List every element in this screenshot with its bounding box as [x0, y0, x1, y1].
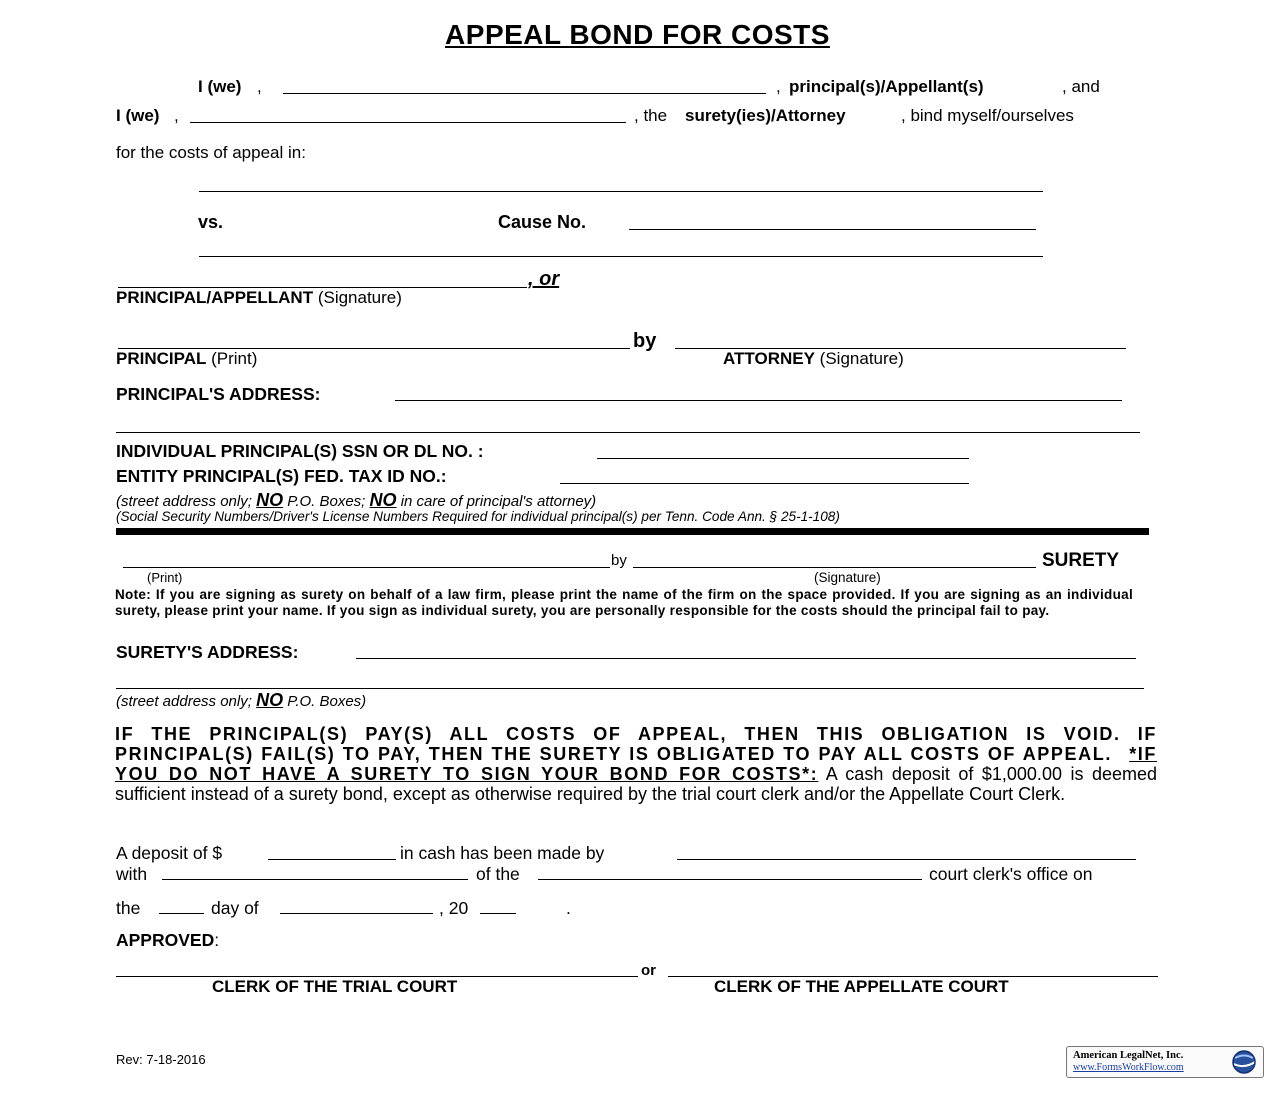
surety-by-label: by: [611, 552, 627, 569]
surety-signature-field[interactable]: [633, 567, 1036, 568]
case-party-1-field[interactable]: [199, 191, 1043, 192]
year-field[interactable]: [480, 913, 516, 914]
logo-company-name: American LegalNet, Inc.: [1073, 1050, 1184, 1061]
principal-appellant-caption: PRINCIPAL/APPELLANT (Signature): [116, 288, 402, 307]
surety-address-label: SURETY'S ADDRESS:: [116, 642, 299, 662]
court-clerk-office-label: court clerk's office on: [929, 864, 1093, 884]
surety-label: SURETY: [1042, 550, 1120, 571]
tax-id-field[interactable]: [560, 483, 969, 484]
revision-date: Rev: 7-18-2016: [116, 1052, 206, 1067]
approved-label: APPROVED:: [116, 930, 220, 950]
deposit-label: A deposit of $: [116, 843, 223, 863]
clerk-appellate-court-caption: CLERK OF THE APPELLATE COURT: [714, 977, 1009, 996]
period-label: .: [566, 898, 571, 918]
principal-address-field-2[interactable]: [116, 432, 1140, 433]
principal-print-caption: PRINCIPAL (Print): [116, 349, 258, 368]
street-address-note-2: (street address only; NO P.O. Boxes): [116, 690, 367, 710]
section-divider: [116, 528, 1149, 535]
street-address-note: (street address only; NO P.O. Boxes; NO in care of principal's attorney): [116, 490, 597, 510]
cause-no-field[interactable]: [629, 229, 1036, 230]
or-label: , or: [528, 268, 560, 290]
with-label: with: [116, 864, 148, 884]
court-name-field[interactable]: [538, 879, 922, 880]
surety-attorney-label: surety(ies)/Attorney: [685, 106, 846, 125]
surety-print-field[interactable]: [123, 567, 610, 568]
surety-address-field-1[interactable]: [356, 658, 1136, 659]
deposit-made-by-field[interactable]: [677, 859, 1136, 860]
surety-print-caption: (Print): [147, 570, 183, 585]
month-field[interactable]: [280, 913, 433, 914]
surety-name-field[interactable]: [190, 122, 626, 123]
american-legalnet-logo: [1066, 1046, 1264, 1078]
cash-made-by-label: in cash has been made by: [400, 843, 605, 863]
ssn-field[interactable]: [597, 458, 969, 459]
costs-of-appeal-label: for the costs of appeal in:: [116, 143, 306, 162]
and-label: , and: [1062, 77, 1100, 96]
surety-address-field-2[interactable]: [116, 688, 1144, 689]
iwe-label-1: I (we): [198, 77, 242, 96]
obligation-paragraph: IF THE PRINCIPAL(S) PAY(S) ALL COSTS OF APPEAL, THEN THIS OBLIGATION IS VOID. IF PRINCIPAL(S) FAIL(S) TO PAY, THEN THE SURETY IS OBLIGATED TO PAY ALL COSTS OF APPEAL. *IF YOU DO NOT HAVE A SURETY TO SIGN YOUR BOND FOR COSTS*: A cash deposit of $1,000.00 is deemed sufficient instead of a surety bond, except as otherwise required by the trial court clerk and/or the Appellate Court Clerk.: [115, 724, 1158, 804]
attorney-signature-caption: ATTORNEY (Signature): [723, 349, 904, 368]
logo-url-link[interactable]: www.FormsWorkFlow.com: [1073, 1062, 1184, 1073]
principal-address-label: PRINCIPAL'S ADDRESS:: [116, 384, 321, 404]
the-day-label: the: [116, 898, 141, 918]
day-of-label: day of: [211, 898, 259, 918]
surety-signature-caption: (Signature): [814, 570, 881, 585]
deposit-amount-field[interactable]: [268, 859, 396, 860]
iwe-label-2: I (we): [116, 106, 160, 125]
comma-2: ,: [174, 106, 179, 125]
the-label: , the: [634, 106, 668, 125]
deposit-with-field[interactable]: [162, 879, 468, 880]
surety-note: Note: If you are signing as surety on behalf of a law firm, please print the name of the firm on the space provided. If you are signing as an individual surety, please print your name. If you sign as individual surety, you are personally responsible for the costs should the principal fail to pay.: [115, 587, 1133, 618]
by-label: by: [633, 330, 657, 352]
comma-1: ,: [257, 77, 262, 96]
principal-appellant-label: principal(s)/Appellant(s): [789, 77, 984, 96]
bind-label: , bind myself/ourselves: [901, 106, 1074, 125]
principal-name-field[interactable]: [283, 93, 766, 94]
case-party-2-field[interactable]: [199, 256, 1043, 257]
tax-id-label: ENTITY PRINCIPAL(S) FED. TAX ID NO.:: [116, 466, 447, 486]
day-field[interactable]: [159, 913, 204, 914]
year-prefix-label: , 20: [439, 898, 469, 918]
form-title: APPEAL BOND FOR COSTS: [445, 19, 830, 50]
vs-label: vs.: [198, 212, 224, 232]
globe-icon: [1229, 1049, 1259, 1075]
of-the-label: of the: [476, 864, 520, 884]
clerk-trial-court-caption: CLERK OF THE TRIAL COURT: [212, 977, 458, 996]
clerk-or-label: or: [641, 962, 656, 979]
comma-1b: ,: [776, 77, 781, 96]
principal-address-field-1[interactable]: [395, 400, 1122, 401]
cause-no-label: Cause No.: [498, 212, 587, 232]
ssn-requirement-note: (Social Security Numbers/Driver's License Numbers Required for individual principal(s) per Tenn. Code Ann. § 25-1-108): [116, 509, 840, 524]
ssn-label: INDIVIDUAL PRINCIPAL(S) SSN OR DL NO. :: [116, 441, 484, 461]
